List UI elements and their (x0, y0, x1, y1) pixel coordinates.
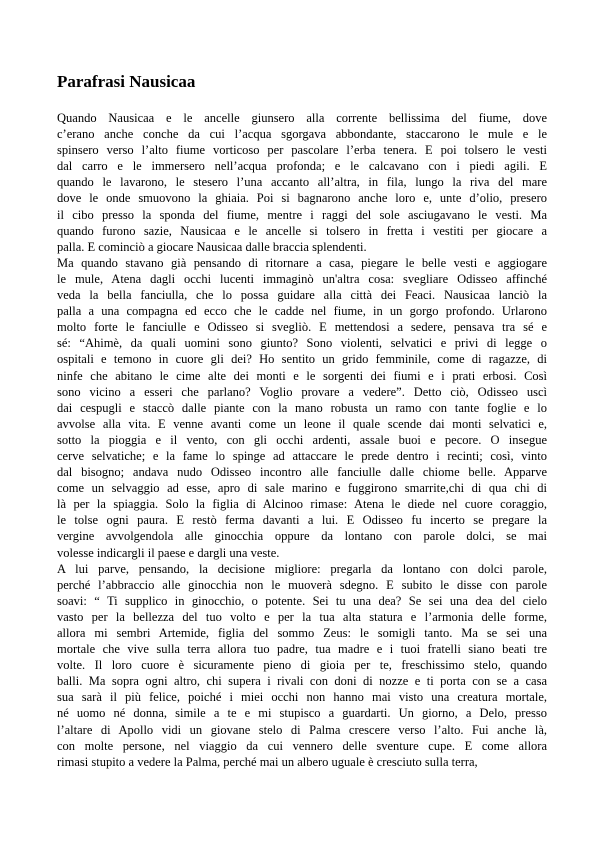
text-line: palla a una compagna ed ecco che le cadde nel fiume, in un gorgo profondo. Urlarono (57, 304, 547, 319)
text-line: vasto per la bellezza del tuo volto e per la tua alta statura e l’armonia delle forme, (57, 609, 547, 624)
text-line: né uomo né donna, simile a te e mi stupisco a guardarti. Un giorno, a Delo, presso (57, 706, 547, 721)
text-line: cerve selvatiche; e la fame lo spinge ad attaccare le prede dentro i recinti; così, vinto (57, 448, 547, 463)
text-line: con molte persone, nel viaggio da cui vennero delle sventure cupe. E come allora (57, 738, 547, 753)
page-title: Parafrasi Nausicaa (57, 72, 196, 91)
text-line: balli. Ma sopra ogni altro, chi supera i rivali con doni di nozze e ti porta con se a casa (57, 674, 547, 689)
text-line: rimasi stupito a vedere la Palma, perché mai un albero uguale è cresciuto sulla terra, (57, 754, 478, 769)
text-line: veda la bella fanciulla, che lo possa guidare alla città dei Feaci. Nausicaa lanciò la (57, 288, 547, 303)
text-line: dai cespugli e staccò dalle piante con la mano robusta un ramo con tante foglie e lo (57, 400, 547, 415)
text-line: palla. E cominciò a giocare Nausicaa dalle braccia splendenti. (57, 239, 367, 254)
text-line: Quando Nausicaa e le ancelle giunsero alla corrente bellissima del fiume, dove (57, 111, 547, 125)
text-line: Ma quando stavano già pensando di ritornare a casa, piegare le belle vesti e aggiogare (57, 255, 547, 270)
text-line: sotto la pioggia e il vento, con gli occhi ardenti, assale buoi e pecore. O insegue (57, 432, 547, 447)
text-line: perché l’abbraccio alle ginocchia non le muoverà sdegno. E subito le disse con parole (57, 577, 547, 592)
text-line: avvolse alla vita. E venne avanti come un leone il quale scende dai monti selvatici e, (57, 416, 547, 431)
text-line: come un selvaggio ad esse, apro di sale marino e fuggirono smarrite,chi di qua chi di (57, 481, 547, 496)
text-line: dal carro e le immersero nell’acqua profonda; e le calcavano con i piedi agili. E (57, 159, 547, 174)
text-line: sé: “Ahimè, da quali uomini sono giunto? Sono violenti, selvatici e privi di legge o (57, 336, 547, 351)
text-line: c’erano anche conche da cui l’acqua sgorgava abbondante, staccarono le mule e le (57, 127, 547, 142)
text-line: dove le onde smuovono la ghiaia. Poi si bagnarono anche loro e, unte d’olio, presero (57, 191, 547, 206)
document-body (57, 110, 547, 770)
text-line: spinsero verso l’alto fiume vorticoso per pascolare l’erba tenera. E poi tolsero le vesti (57, 143, 547, 158)
text-line: le mule, Atena dagli occhi lucenti immaginò un'altra cosa: svegliare Odisseo affinché (57, 271, 547, 286)
text-line: le tolse ogni paura. E restò ferma davanti a lui. E Odisseo fu incerto se pregare la (57, 513, 547, 528)
text-line: allora mi sembri Artemide, figlia del sommo Zeus: le somigli tanto. Ma se sei una (57, 626, 547, 640)
text-line: volte. Il loro cuore è sicuramente pieno di gioia per te, freschissimo stelo, quando (57, 658, 547, 673)
text-line: A lui parve, pensando, la decisione migliore: pregarla da lontano con dolci parole, (57, 561, 547, 576)
text-line: vergine avvolgendola alle ginocchia oppure da lontano con parole dolci, se mai (57, 529, 547, 544)
text-line: soavi: “ Ti supplico in ginocchio, o potente. Sei tu una dea? Se sei una dea del cielo (57, 593, 547, 608)
text-line: mortale che vive sulla terra allora tuo padre, tua madre e i tuoi fratelli siano beati tre (57, 642, 547, 657)
text-line: volesse indicargli il paese e dargli una veste. (57, 545, 280, 560)
text-line: molto forte le fanciulle e Odisseo si svegliò. E mettendosi a sedere, pensava tra sé e (57, 320, 547, 335)
text-line: l’altare di Apollo vidi un giovane stelo di Palma crescere verso l’alto. Fui anche là, (57, 722, 547, 737)
text-line: quando le lavarono, le stesero l’una accanto all’altra, in fila, lungo la riva del mare (57, 175, 547, 190)
text-line: sua sarà il più felice, poiché i miei occhi non hanno mai visto una creatura mortale, (57, 690, 547, 705)
text-line: ninfe che abitano le cime alte dei monti e le sorgenti dei fiumi e i prati erbosi. Così (57, 368, 547, 383)
text-line: quando furono sazie, Nausicaa e le ancelle si tolsero in fretta i vestiti per giocare a (57, 223, 547, 238)
text-line: sono vicino a esseri che parlano? Voglio provare a vedere”. Detto ciò, Odisseo uscì (57, 384, 547, 399)
text-line: ospitali e temono in cuore gli dei? Ho sentito un grido femminile, come di ragazze, di (57, 352, 547, 367)
text-line: dal bisogno; andava nudo Odisseo incontro alle fanciulle dalle chiome belle. Apparve (57, 465, 547, 480)
text-line: là per la spiaggia. Solo la figlia di Alcinoo rimase: Atena le diede nel cuore coraggio, (57, 497, 547, 512)
text-line: il cibo presso la sponda del fiume, mentre i raggi del sole asciugavano le vesti. Ma (57, 207, 547, 222)
